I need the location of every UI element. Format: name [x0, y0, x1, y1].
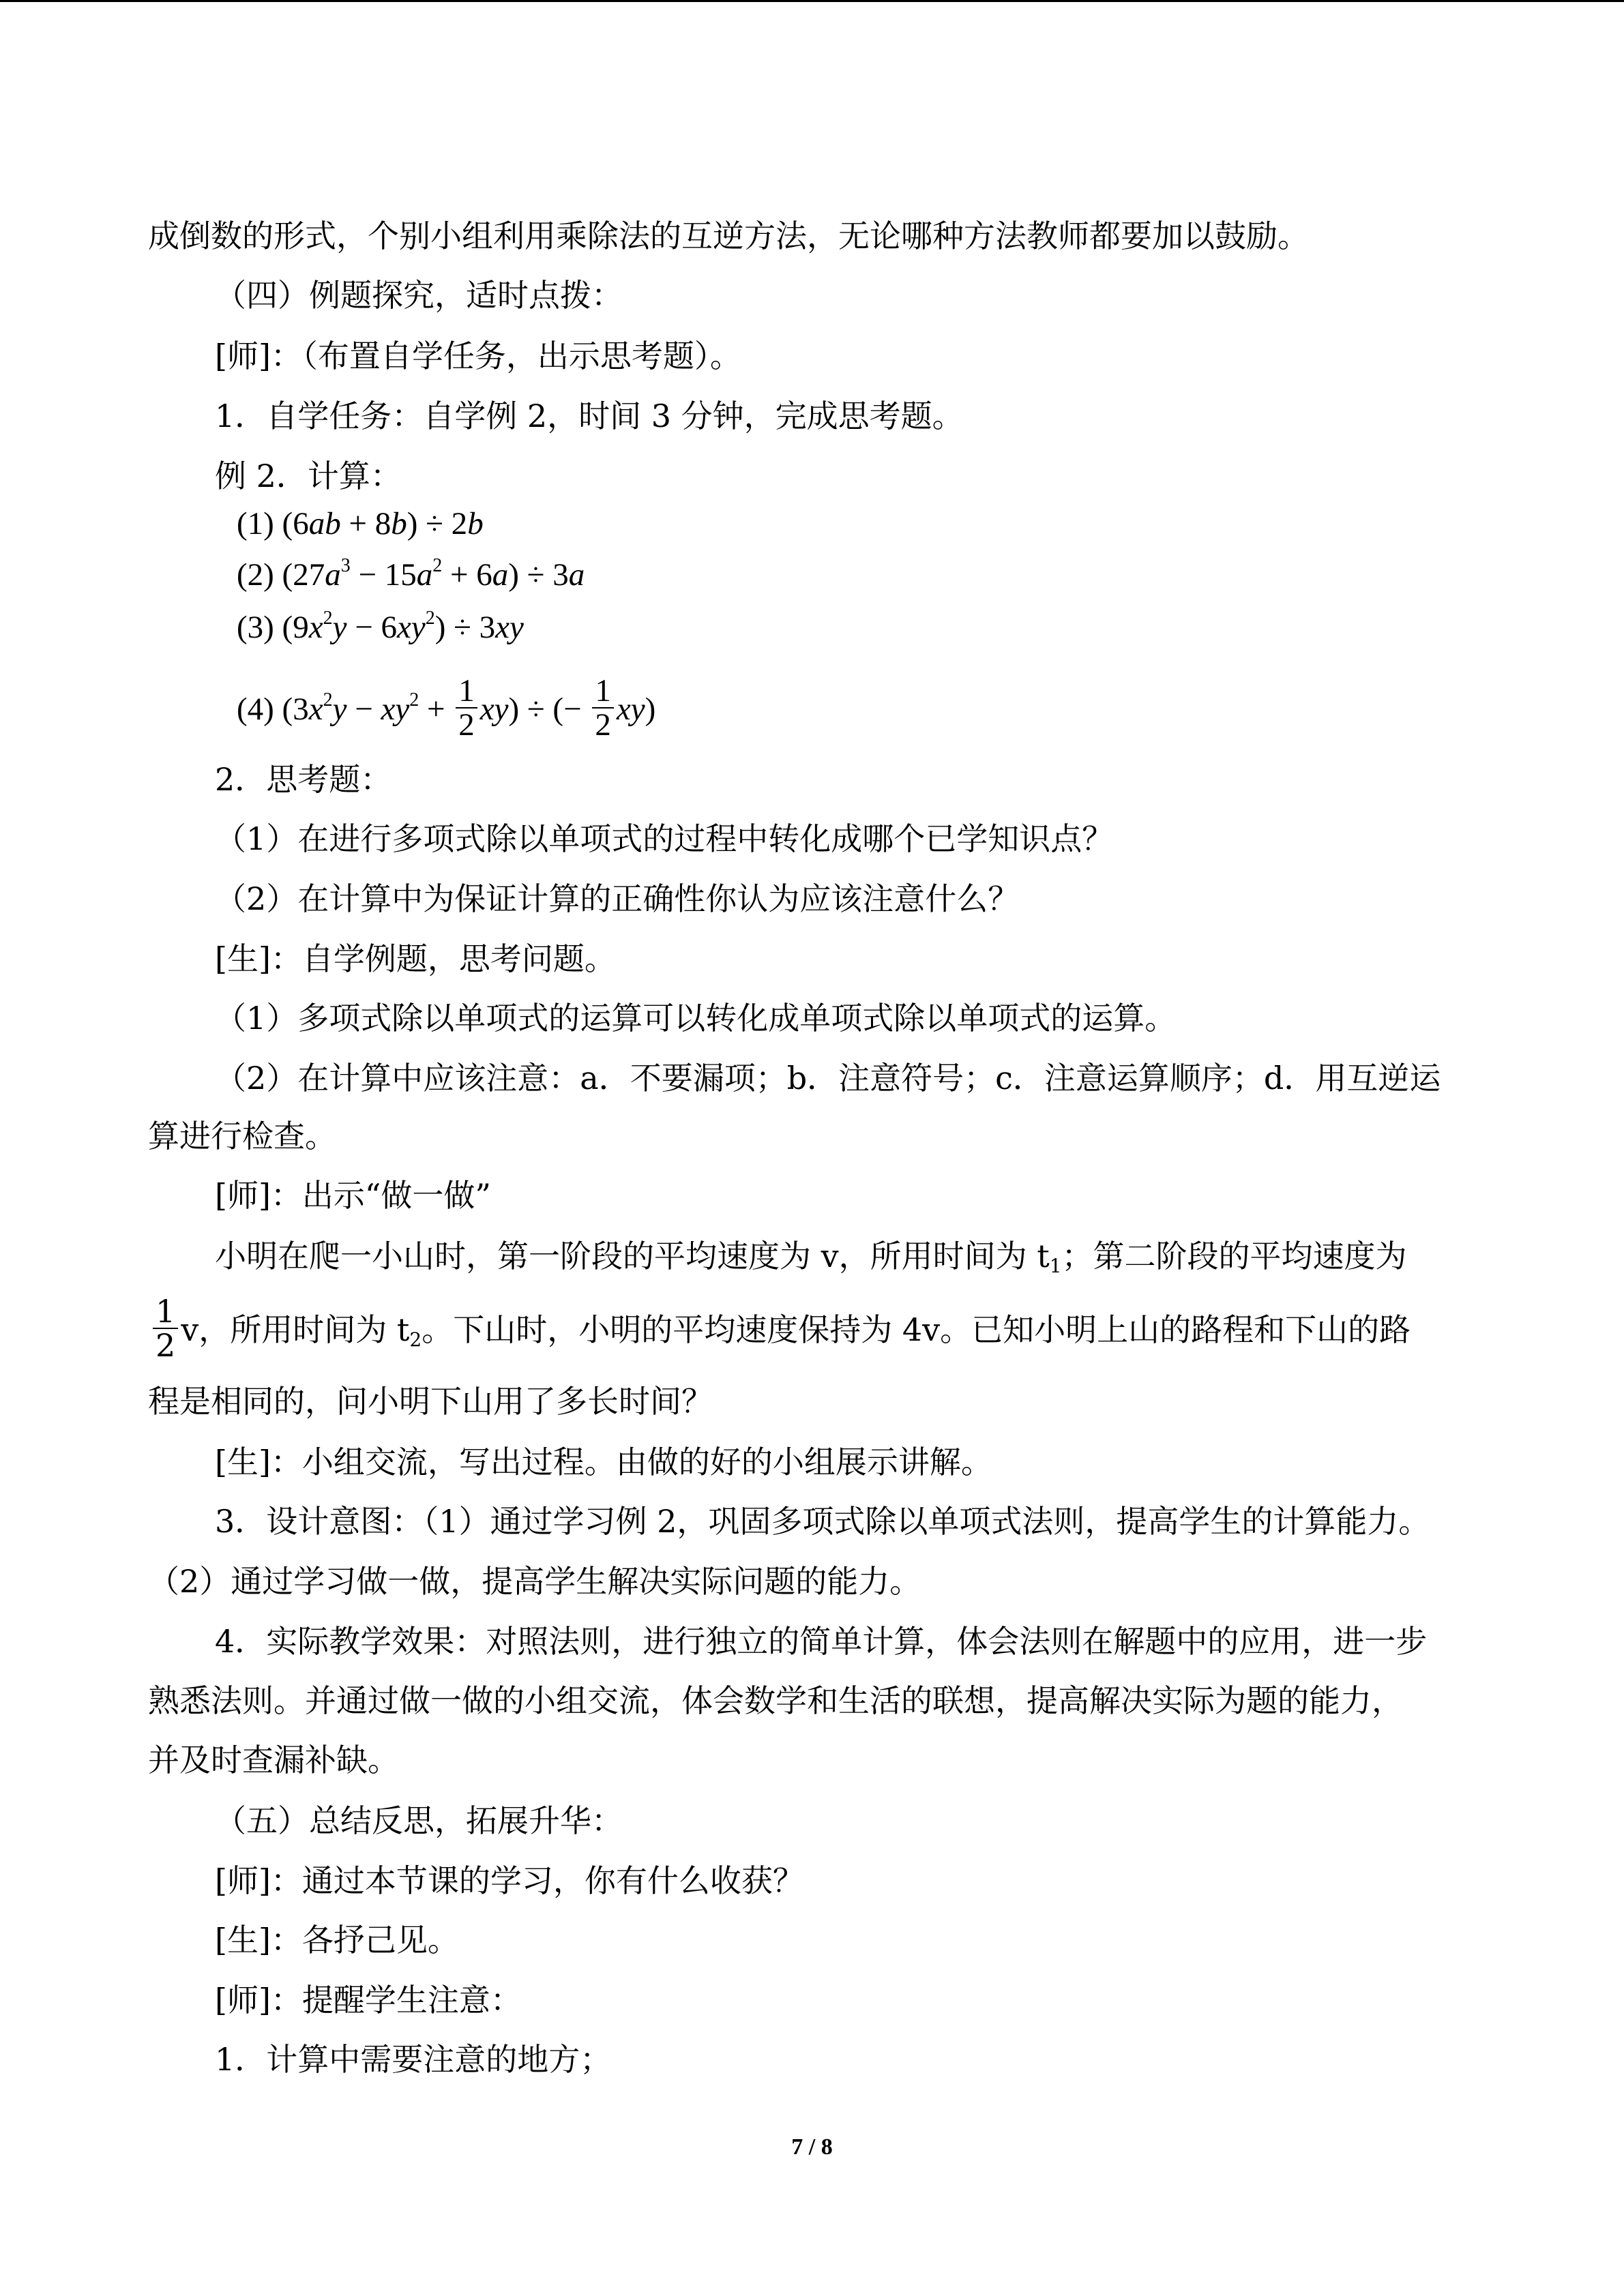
section-heading: （五）总结反思，拓展升华：: [215, 1802, 623, 1839]
question-2: （2）在计算中为保证计算的正确性你认为应该注意什么？: [215, 880, 1020, 917]
teaching-effect-end: 并及时查漏补缺。: [148, 1742, 399, 1778]
student-line: [生]：各抒己见。: [215, 1922, 459, 1958]
problem-line-2: $\frac{1}{2}$ v，所用时间为 $t_2$。下山时，小明的平均速度保持为 4v。已知小明上山的路程和下山的路: [150, 1299, 1411, 1366]
question-1: （1）在进行多项式除以单项式的过程中转化成哪个已学知识点？: [215, 820, 1114, 857]
answer-2: （2）在计算中应该注意：a．不要漏项；b．注意符号；c．注意运算顺序；d．用互逆运: [215, 1060, 1441, 1097]
teacher-line: [师]：出示“做一做”: [215, 1177, 491, 1214]
design-intent: 3．设计意图：（1）通过学习例 2，巩固多项式除以单项式法则，提高学生的计算能力。: [215, 1503, 1430, 1540]
math-expression-4: (4) ($3x^2y - xy^2$ + $\frac{1}{2}$ xy) ÷ (− $\frac{1}{2}$ xy): [237, 673, 656, 743]
task-line: 1．自学任务：自学例 2，时间 3 分钟，完成思考题。: [215, 398, 964, 434]
problem-line-3: 程是相同的，问小明下山用了多长时间？: [148, 1383, 713, 1420]
top-border: [0, 0, 1624, 2]
math-expression-3: (3) $(9x^2y - 6xy^2) \div 3xy$: [237, 608, 524, 645]
answer-2-cont: 算进行检查。: [148, 1118, 336, 1154]
student-line: [生]：小组交流，写出过程。由做的好的小组展示讲解。: [215, 1444, 992, 1480]
teacher-line: [师]：提醒学生注意：: [215, 1982, 522, 2018]
design-intent-cont: （2）通过学习做一做，提高学生解决实际问题的能力。: [148, 1563, 921, 1600]
section-heading: （四）例题探究，适时点拨：: [215, 277, 623, 314]
teaching-effect: 4．实际教学效果：对照法则，进行独立的简单计算，体会法则在解题中的应用，进一步: [215, 1623, 1428, 1660]
page-number: 7 / 8: [791, 2134, 833, 2160]
math-expression-2: (2) $(27a^3 - 15a^2 + 6a) \div 3a$: [237, 555, 585, 593]
teaching-effect-cont: 熟悉法则。并通过做一做的小组交流，体会数学和生活的联想，提高解决实际为题的能力，: [148, 1682, 1403, 1719]
problem-line-1: 小明在爬一小山时，第一阶段的平均速度为 v，所用时间为 $t_1$；第二阶段的平均速度为: [215, 1238, 1407, 1277]
question-heading: 2．思考题：: [215, 761, 392, 798]
paragraph-line: 成倒数的形式，个别小组利用乘除法的互逆方法，无论哪种方法教师都要加以鼓励。: [148, 218, 1309, 254]
list-item: 1．计算中需要注意的地方；: [215, 2041, 612, 2078]
teacher-line: [师]：（布置自学任务，出示思考题）。: [215, 338, 741, 374]
teacher-line: [师]：通过本节课的学习，你有什么收获？: [215, 1862, 804, 1899]
answer-1: （1）多项式除以单项式的运算可以转化成单项式除以单项式的运算。: [215, 1000, 1177, 1037]
fraction-half: $\frac{1}{2}$: [153, 1295, 178, 1362]
student-line: [生]：自学例题，思考问题。: [215, 940, 616, 977]
example-title: 例 2．计算：: [215, 458, 402, 494]
math-expression-1: (1) (6ab + 8b) ÷ 2b: [237, 506, 484, 541]
